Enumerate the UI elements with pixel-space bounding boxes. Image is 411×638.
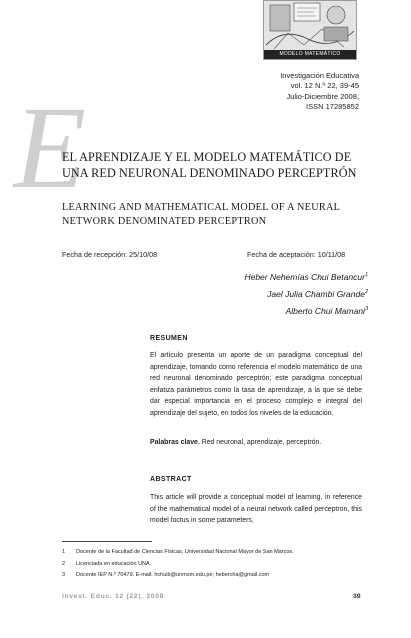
author: Alberto Chui Mamani$^3$ <box>285 305 368 316</box>
keywords-text: Red neuronal, aprendizaje, perceptrón. <box>199 439 322 446</box>
author: Jael Julia Chambi Grande$^2$ <box>267 288 368 299</box>
footnote: 3 Docente IEP N.º 70479. E-mail: hchuib@unmsm.edu.pe; hebercha@gmail.com <box>62 572 270 578</box>
footnote: 1 Docente de la Facultad de Ciencias Físicas, Universidad Nacional Mayor de San Marcos. <box>62 549 294 555</box>
title-spanish: EL APRENDIZAJE Y EL MODELO MATEMÁTICO DE UNA RED NEURONAL DENOMINADO PERCEPTRÓN <box>62 150 357 180</box>
footer-citation: Invest. Educ. 12 (22), 2008 <box>62 593 165 600</box>
title-english: LEARNING AND MATHEMATICAL MODEL OF A NEURAL NETWORK DENOMINATED PERCEPTRON <box>62 202 340 227</box>
author-mark: 2 <box>364 288 368 295</box>
keywords <box>150 437 362 449</box>
date-received: Fecha de recepción: 25/10/08 <box>62 250 158 259</box>
journal-info <box>179 71 359 113</box>
abstract-heading: ABSTRACT <box>150 476 192 483</box>
footnotes <box>62 547 382 582</box>
author-mark: 1 <box>364 272 368 278</box>
drop-letter: E <box>14 82 87 213</box>
illustration-drawing <box>264 1 356 50</box>
journal-name: Investigación Educativa <box>280 71 359 80</box>
resumen-heading: RESUMEN <box>150 335 188 342</box>
header-illustration <box>263 0 357 60</box>
date-accepted: Fecha de aceptación: 10/11/08 <box>247 250 346 259</box>
keywords-label: Palabras clave. <box>150 439 200 446</box>
illustration-caption: MODELO MATEMÁTICO <box>264 50 356 59</box>
resumen-body: El artículo presenta un aporte de un paradigma conceptual del aprendizaje, tomando como referencia el modelo matemático de una red neuronal denominado perceptrón; este paradigma conceptual enfatiza parámetros como la tasa de aprendizaje, a la que se debe dar especial importancia en el proceso complejo e integral del aprendizaje del sujeto, en todos los niveles de la educación. <box>150 352 362 417</box>
author-list <box>244 268 368 318</box>
author: Heber Nehemías Chui Betancur$^1$ <box>244 271 368 282</box>
abstract-body: This article will provide a conceptual model of learning, in reference of the mathematical model of a neural network called perceptron, this model foctus in some parameters, <box>150 494 362 524</box>
footnote-divider <box>62 541 152 542</box>
journal-issn: ISSN 17285852 <box>306 102 359 112</box>
journal-period: Julio-Diciembre 2008, <box>286 91 359 101</box>
journal-volume: vol. 12 N.º 22, 39-45 <box>290 81 359 91</box>
author-mark: 3 <box>364 305 368 312</box>
page-number: 39 <box>353 593 361 600</box>
footnote: 2 Licenciada en educación UNA. <box>62 560 152 567</box>
